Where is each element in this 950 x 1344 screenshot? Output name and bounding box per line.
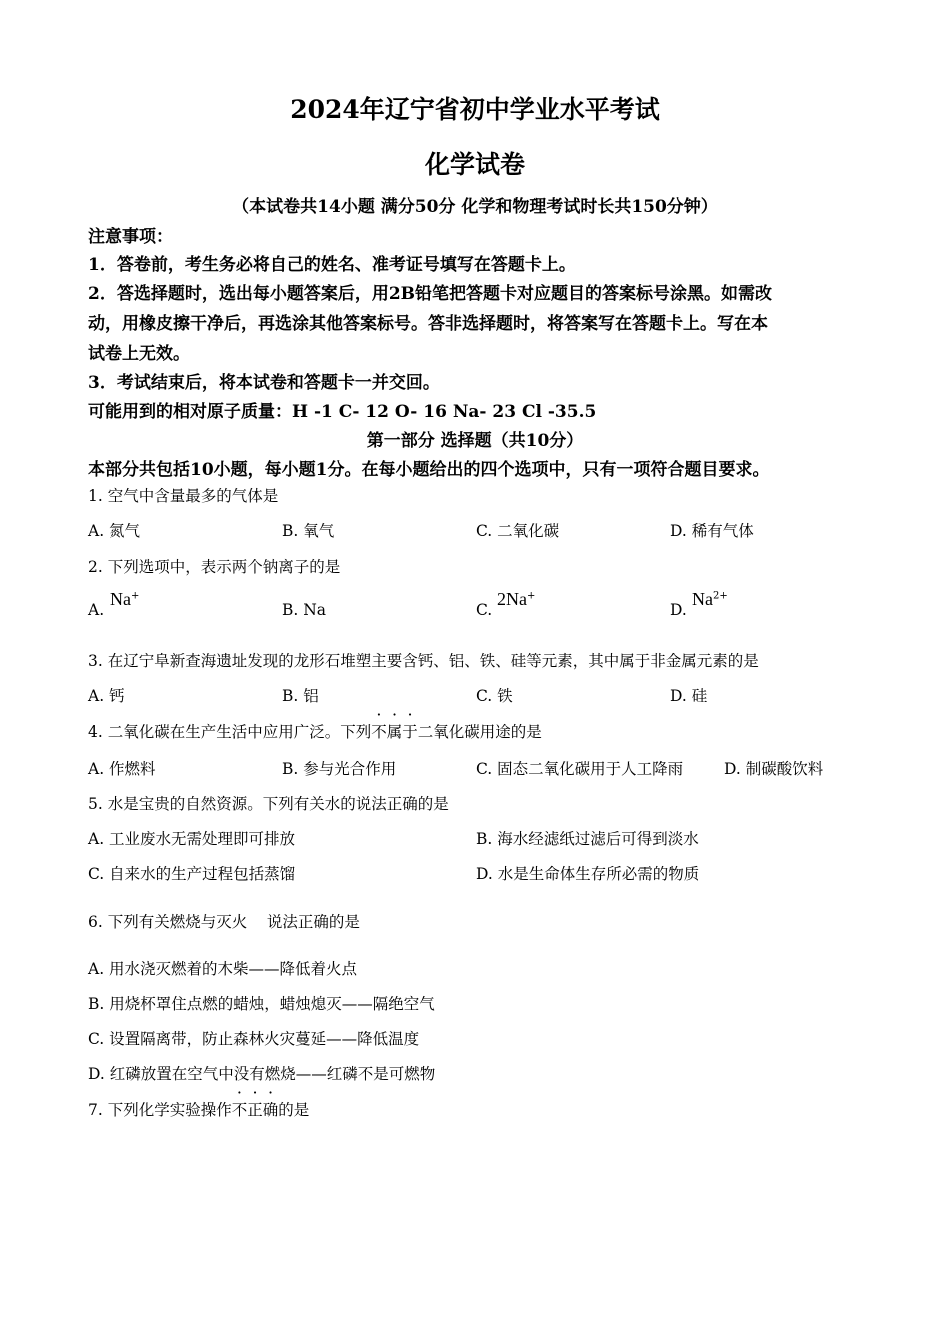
formula-base: Na xyxy=(692,589,713,609)
formula-charge: + xyxy=(131,590,140,602)
q4-option-a: A. 作燃料 xyxy=(88,760,156,778)
note-3: 3．考试结束后，将本试卷和答题卡一并交回。 xyxy=(88,373,440,393)
q6-option-a: A. 用水浇灭燃着的木柴——降低着火点 xyxy=(88,960,358,978)
formula-charge: 2+ xyxy=(713,590,728,602)
q3-option-c: C. 铁 xyxy=(476,687,513,705)
emphasized-char: 确 xyxy=(262,1101,279,1119)
q1-option-d: D. 稀有气体 xyxy=(670,522,754,540)
q2-option-c-formula xyxy=(497,589,535,610)
formula-base: Na xyxy=(110,589,131,609)
q3-option-d: D. 硅 xyxy=(670,687,708,705)
stem-text: 4. 二氧化碳在生产生活中应用广泛。下列 xyxy=(88,723,372,741)
notes-heading: 注意事项： xyxy=(88,227,173,247)
emphasized-char: 不 xyxy=(371,723,387,741)
note-1: 1．答卷前，考生务必将自己的姓名、准考证号填写在答题卡上。 xyxy=(88,255,576,275)
question-2-stem: 2. 下列选项中，表示两个钠离子的是 xyxy=(88,558,341,576)
part1-heading: 第一部分 选择题（共10分） xyxy=(366,431,584,451)
stem-text: 二氧化碳用途的是 xyxy=(417,723,542,741)
exam-title: 2024年辽宁省初中学业水平考试 xyxy=(290,95,660,124)
q1-option-a: A. 氮气 xyxy=(88,522,141,540)
emphasized-char: 属 xyxy=(386,723,403,741)
q3-option-a: A. 钙 xyxy=(88,687,125,705)
q2-option-a-formula xyxy=(110,589,139,610)
exam-meta: （本试卷共14小题 满分50分 化学和物理考试时长共150分钟） xyxy=(232,197,718,217)
q2-option-c-label: C. xyxy=(476,601,493,619)
q4-option-d: D. 制碳酸饮料 xyxy=(724,760,824,778)
question-6-stem: 6. 下列有关燃烧与灭火 说法正确的是 xyxy=(88,913,360,931)
formula-charge: + xyxy=(527,590,536,602)
note-2-line2: 动，用橡皮擦干净后，再选涂其他答案标号。答非选择题时，将答案写在答题卡上。写在本 xyxy=(88,314,768,334)
subject-title: 化学试卷 xyxy=(424,150,525,179)
atomic-masses: 可能用到的相对原子质量：H -1 C- 12 O- 16 Na- 23 Cl -35.5 xyxy=(88,402,597,422)
q4-option-c: C. 固态二氧化碳用于人工降雨 xyxy=(476,760,684,778)
q6-option-d: D. 红磷放置在空气中没有燃烧——红磷不是可燃物 xyxy=(88,1065,436,1083)
question-3-stem: 3. 在辽宁阜新查海遗址发现的龙形石堆塑主要含钙、铝、铁、硅等元素，其中属于非金属元素的是 xyxy=(88,652,759,670)
q5-option-d: D. 水是生命体生存所必需的物质 xyxy=(476,865,700,883)
q6-option-b: B. 用烧杯罩住点燃的蜡烛，蜡烛熄灭——隔绝空气 xyxy=(88,995,435,1013)
note-2-line1: 2．答选择题时，选出每小题答案后，用2B铅笔把答题卡对应题目的答案标号涂黑。如需改 xyxy=(88,284,773,304)
q5-option-c: C. 自来水的生产过程包括蒸馏 xyxy=(88,865,296,883)
formula-base: 2Na xyxy=(497,589,527,609)
q6-option-c: C. 设置隔离带，防止森林火灾蔓延——降低温度 xyxy=(88,1030,420,1048)
part1-description: 本部分共包括10小题，每小题1分。在每小题给出的四个选项中，只有一项符合题目要求。 xyxy=(88,460,770,480)
q1-option-c: C. 二氧化碳 xyxy=(476,522,560,540)
q2-option-d-label: D. xyxy=(670,601,687,619)
emphasized-char: 正 xyxy=(247,1101,263,1119)
question-7-stem xyxy=(88,1098,309,1120)
stem-text: 7. 下列化学实验操作 xyxy=(88,1101,232,1119)
q2-option-a-label: A. xyxy=(88,601,105,619)
emphasized-char: 于 xyxy=(402,723,418,741)
note-2-line3: 试卷上无效。 xyxy=(88,344,190,364)
q2-option-b: B. Na xyxy=(282,601,327,619)
q4-option-b: B. 参与光合作用 xyxy=(282,760,397,778)
question-1-stem: 1. 空气中含量最多的气体是 xyxy=(88,487,279,505)
emphasized-char: 不 xyxy=(231,1101,248,1119)
question-4-stem xyxy=(88,720,542,742)
q2-option-d-formula xyxy=(692,589,728,610)
q5-option-a: A. 工业废水无需处理即可排放 xyxy=(88,830,296,848)
q1-option-b: B. 氧气 xyxy=(282,522,335,540)
stem-text: 的是 xyxy=(278,1101,310,1119)
q5-option-b: B. 海水经滤纸过滤后可得到淡水 xyxy=(476,830,699,848)
q3-option-b: B. 铝 xyxy=(282,687,319,705)
question-5-stem: 5. 水是宝贵的自然资源。下列有关水的说法正确的是 xyxy=(88,795,449,813)
